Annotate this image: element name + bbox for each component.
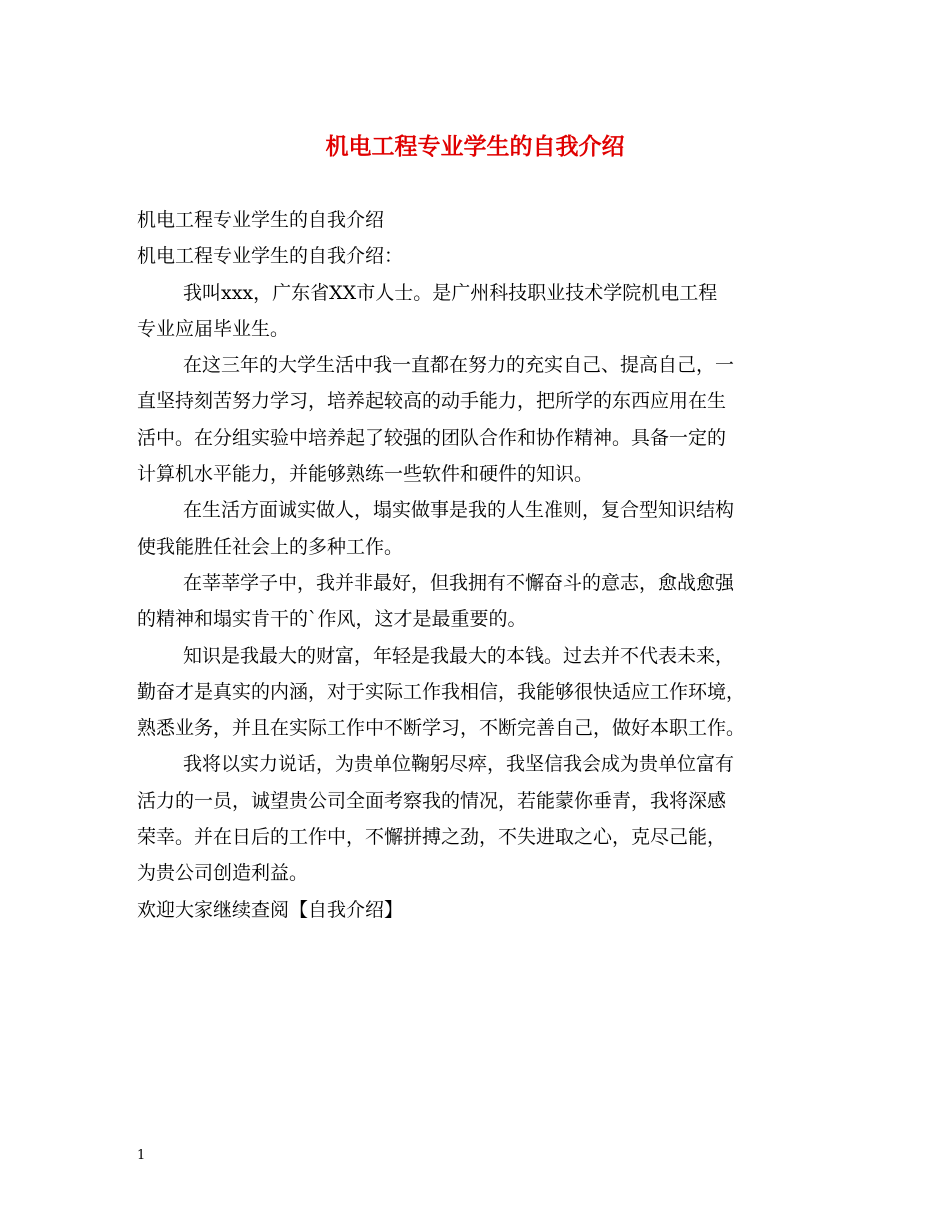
paragraph-line: 的精神和塌实肯干的`作风，这才是最重要的。 (137, 608, 527, 631)
paragraph-line: 在这三年的大学生活中我一直都在努力的充实自己、提高自己，一 (183, 354, 735, 377)
paragraph-line: 在生活方面诚实做人，塌实做事是我的人生准则，复合型知识结构 (183, 499, 735, 522)
document-title: 机电工程专业学生的自我介绍 (325, 133, 625, 160)
paragraph-line: 专业应届毕业生。 (137, 317, 290, 340)
paragraph-line: 知识是我最大的财富，年轻是我最大的本钱。过去并不代表未来， (183, 644, 735, 667)
closing-line: 欢迎大家继续查阅【自我介绍】 (137, 898, 404, 921)
paragraph-line: 直坚持刻苦努力学习，培养起较高的动手能力，把所学的东西应用在生 (137, 390, 727, 413)
paragraph-line: 活力的一员，诚望贵公司全面考察我的情况，若能蒙你垂青，我将深感 (137, 789, 727, 812)
paragraph-line: 在莘莘学子中，我并非最好，但我拥有不懈奋斗的意志，愈战愈强 (183, 571, 735, 594)
paragraph-line: 我将以实力说话，为贵单位鞠躬尽瘁，我坚信我会成为贵单位富有 (183, 753, 735, 776)
paragraph-line: 荣幸。并在日后的工作中，不懈拼搏之劲，不失进取之心，克尽己能， (137, 826, 727, 849)
paragraph-line: 熟悉业务，并且在实际工作中不断学习，不断完善自己，做好本职工作。 (137, 717, 746, 740)
body-line: 机电工程专业学生的自我介绍 (137, 209, 385, 231)
document-body (137, 202, 837, 928)
paragraph-line: 我叫xxx，广东省XX市人士。是广州科技职业技术学院机电工程 (183, 281, 718, 304)
paragraph-line: 使我能胜任社会上的多种工作。 (137, 535, 404, 558)
paragraph-line: 活中。在分组实验中培养起了较强的团队合作和协作精神。具备一定的 (137, 426, 727, 449)
paragraph-line: 计算机水平能力，并能够熟练一些软件和硬件的知识。 (137, 463, 594, 486)
paragraph-line: 为贵公司创造利益。 (137, 862, 309, 885)
body-line: 机电工程专业学生的自我介绍： (137, 245, 404, 268)
paragraph-line: 勤奋才是真实的内涵，对于实际工作我相信，我能够很快适应工作环境， (137, 680, 746, 703)
page-number: 1 (137, 1148, 146, 1163)
